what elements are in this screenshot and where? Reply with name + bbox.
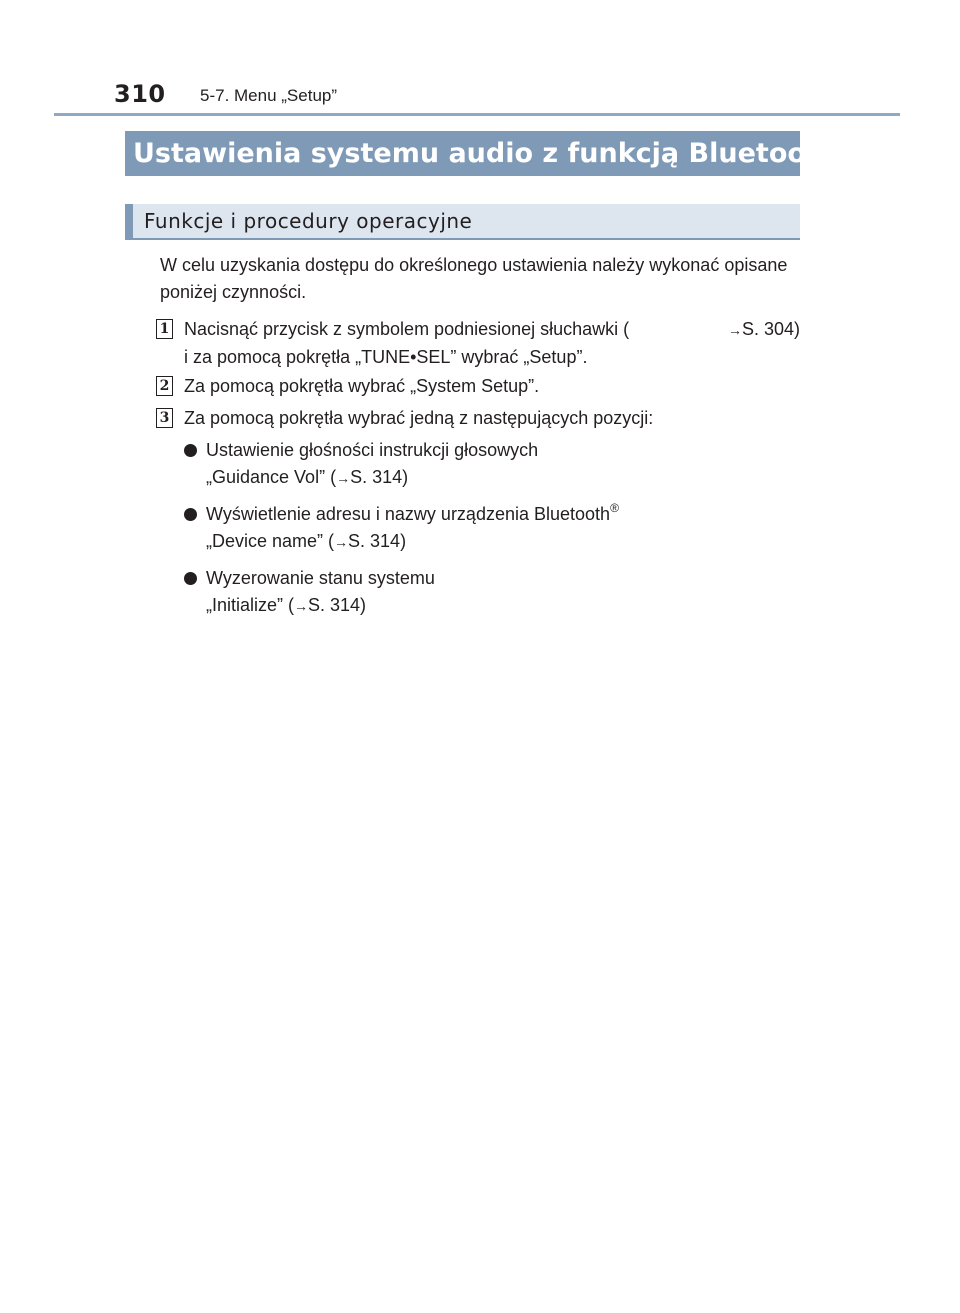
step-text: Za pomocą pokrętła wybrać jedną z następujących pozycji: <box>184 408 654 428</box>
arrow-right-icon: → <box>336 470 351 486</box>
bullet-icon <box>184 572 197 585</box>
intro-paragraph: W celu uzyskania dostępu do określonego ustawienia należy wykonać opisane poniżej czynności. <box>160 255 788 302</box>
bullet-icon <box>184 444 197 457</box>
registered-mark: ® <box>610 501 619 515</box>
section-reference: 5-7. Menu „Setup” <box>200 86 338 105</box>
section-title: Ustawienia systemu audio z funkcją Bluetooth® <box>133 135 858 169</box>
subsection-title-bar <box>125 204 800 240</box>
step-number-badge: 3 <box>156 408 173 428</box>
page-header <box>0 0 960 120</box>
bullet-icon <box>184 508 197 521</box>
page-number: 310 <box>114 80 166 108</box>
header-divider <box>54 113 900 116</box>
step-text: Nacisnąć przycisk z symbolem podniesionej słuchawki ( →S. 304) i za pomocą pokrętła „TUNE•SEL” wybrać „Setup”. <box>184 319 800 367</box>
arrow-right-icon: → <box>334 534 349 550</box>
registered-mark: ® <box>838 135 858 157</box>
step-text: Za pomocą pokrętła wybrać „System Setup”. <box>184 376 540 396</box>
arrow-right-icon: → <box>294 598 309 614</box>
section-title-bar <box>125 131 858 176</box>
arrow-right-icon: → <box>727 322 742 338</box>
subsection-title: Funkcje i procedury operacyjne <box>144 209 473 233</box>
step-number-badge: 1 <box>156 319 173 339</box>
step-number-badge: 2 <box>156 376 173 396</box>
